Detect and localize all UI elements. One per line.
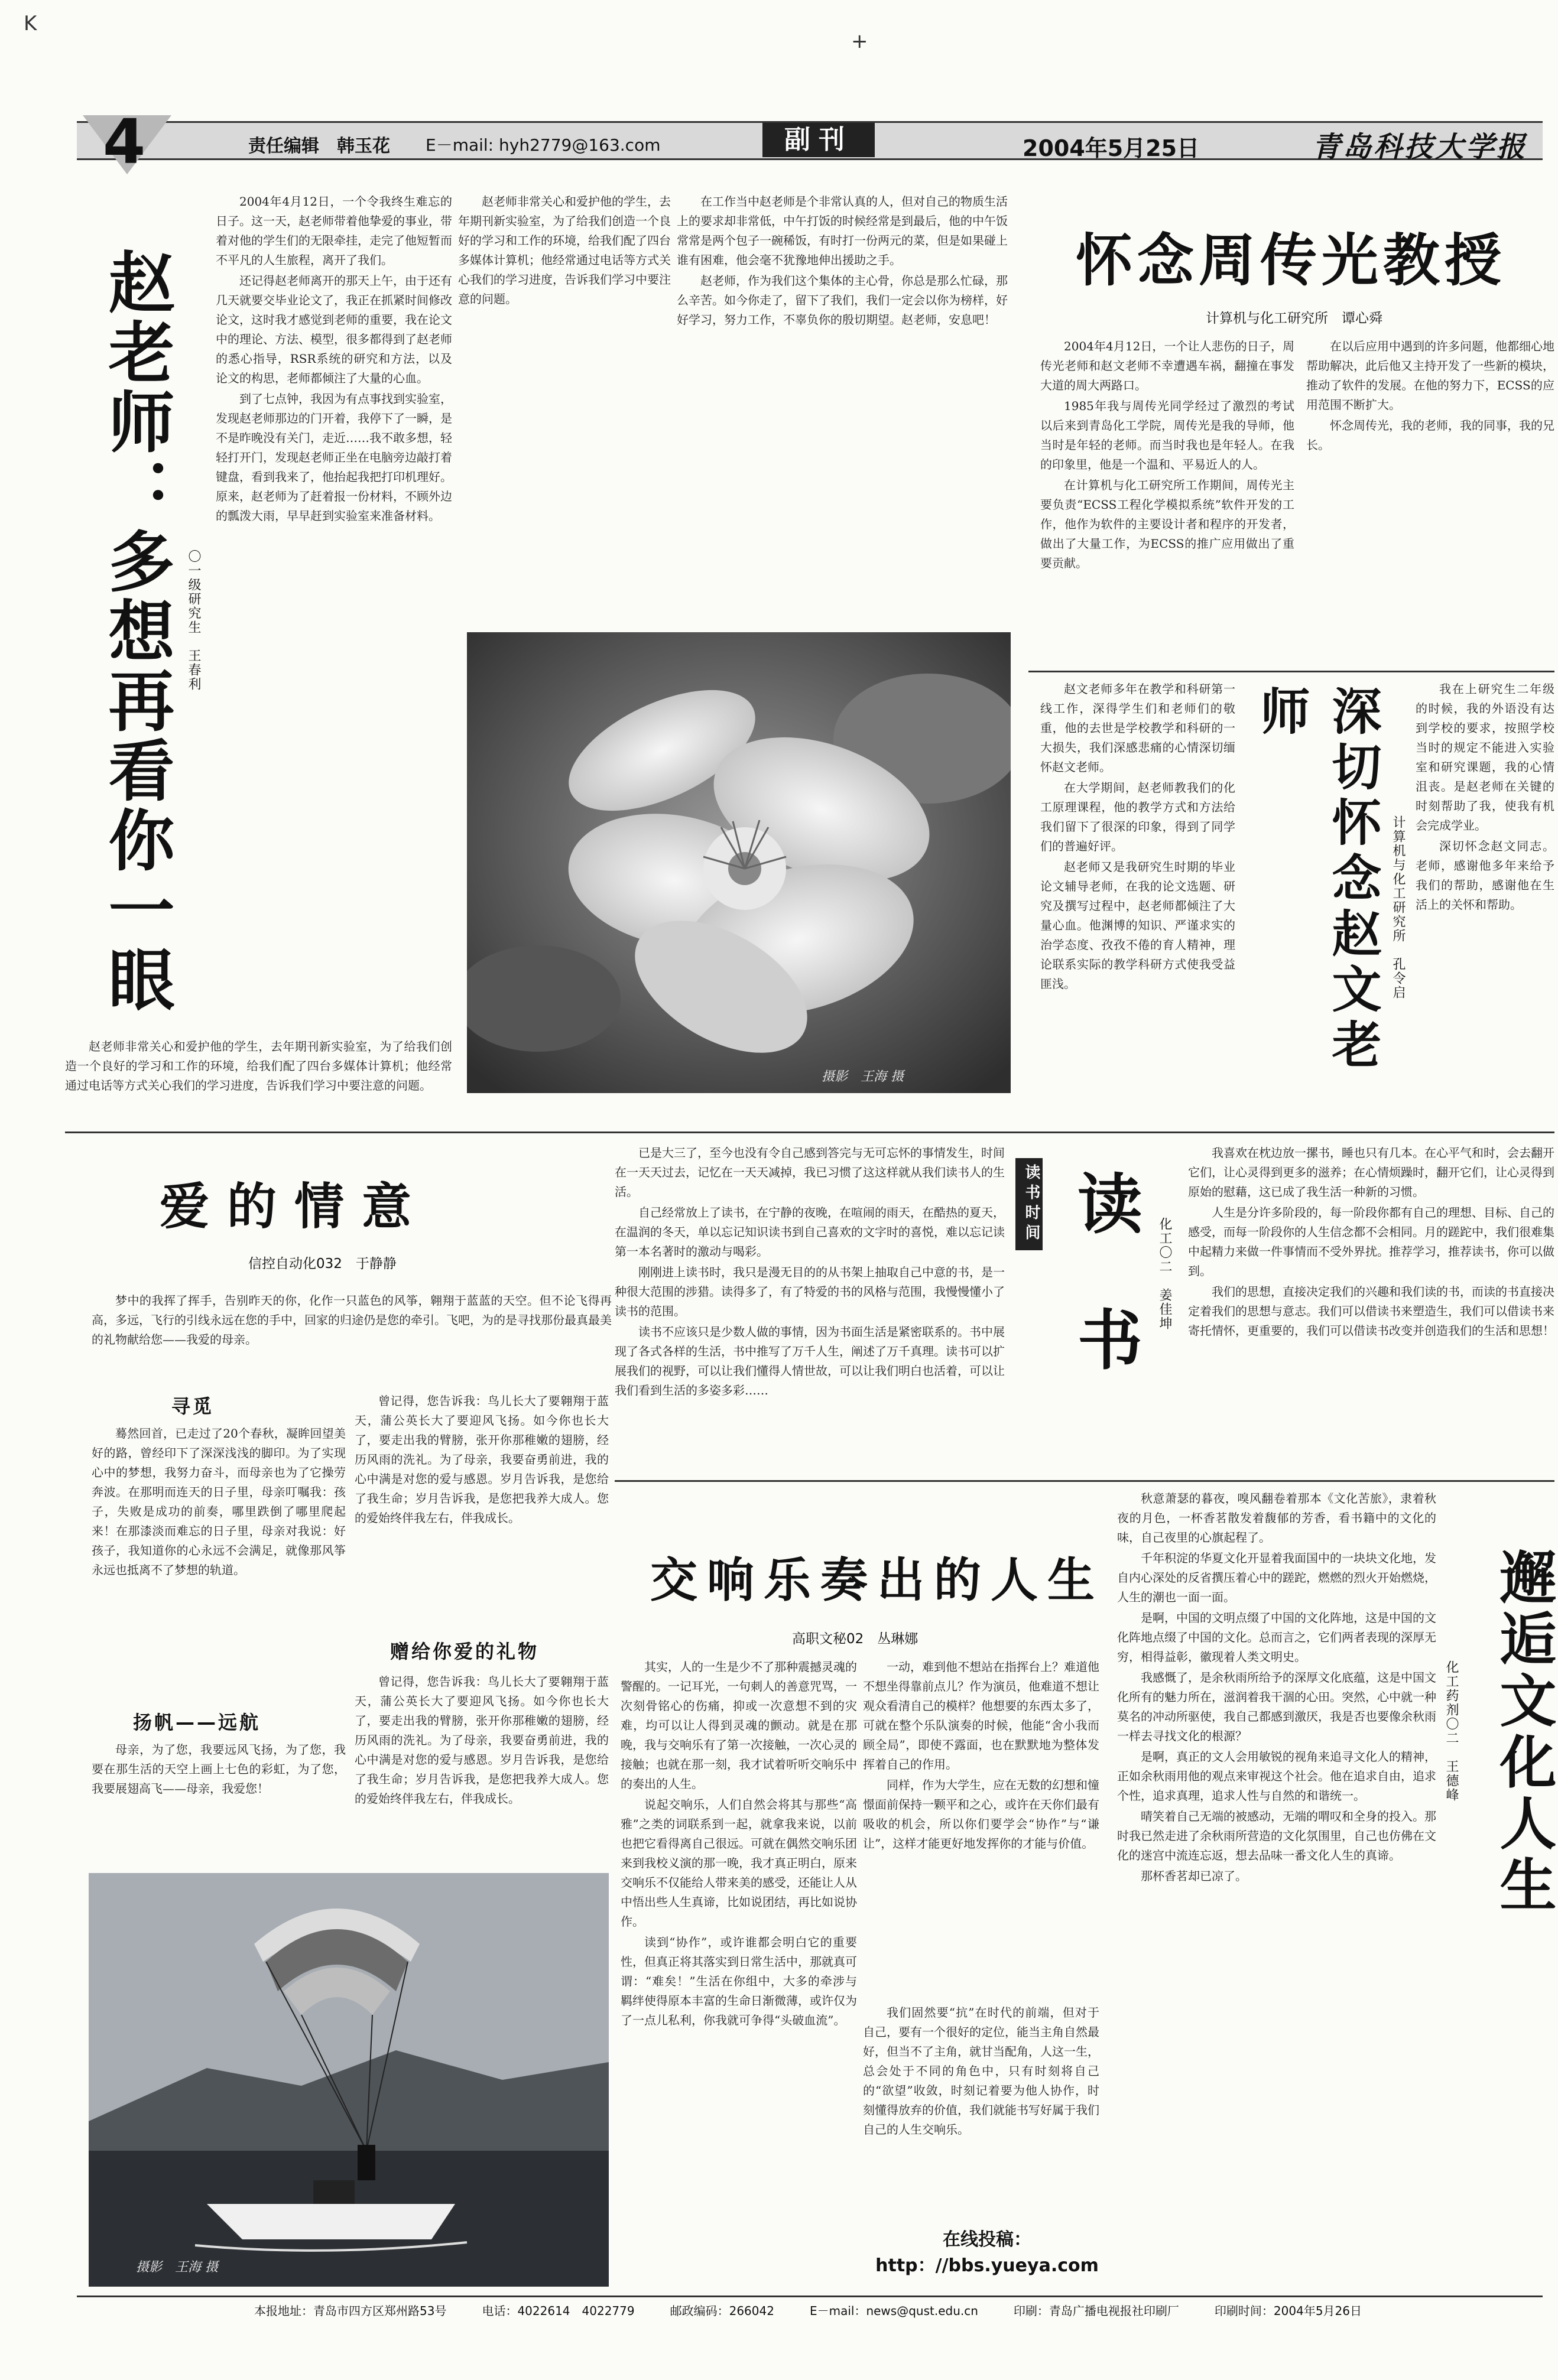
paragraph: 赵老师，作为我们这个集体的主心骨，你总是那么忙碌，那么辛苦。如今你走了，留下了我们，我们一定会以你为榜样，好好学习，努力工作，不辜负你的殷切期望。赵老师，安息吧！ <box>677 274 1008 327</box>
article5-column-2 <box>1188 1143 1554 1462</box>
article7-title: 邂逅文化人生 <box>1491 1548 1557 1917</box>
online-submission-label: 在线投稿： <box>943 2229 1031 2250</box>
article1-column-1b <box>65 1037 452 1155</box>
paragraph: 千年积淀的华夏文化开显着我面国中的一块块文化地，发自内心深处的反省撰压着心中的蹉跎，燃燃的烈火开始燃烧，人生的潮也一面一面。 <box>1117 1551 1436 1604</box>
editor-credit: 责任编辑 韩玉花 <box>248 136 390 157</box>
paragraph: 赵老师非常关心和爱护他的学生，去年期刊新实验室，为了给我们创造一个良好的学习和工作的环境，给我们配了四台多媒体计算机；他经常通过电话等方式关心我们的学习进度，告诉我们学习中要注意的问题。 <box>65 1039 452 1093</box>
article6-byline: 高职文秘02 丛琳娜 <box>792 1631 918 1647</box>
paragraph: 2004年4月12日，一个让人悲伤的日子，周传光老师和赵文老师不幸遭遇车祸，翻撞在事发大道的周大两路口。 <box>1040 339 1294 392</box>
article4-column-1 <box>92 1424 346 1696</box>
paragraph: 那杯香茗却已凉了。 <box>1141 1869 1247 1883</box>
paragraph: 我感慨了，是余秋雨所给予的深厚文化底蕴，这是中国文化所有的魅力所在，滋润着我干涸的心田。突然，心中就一种莫名的冲动所驱使，我自己都感到激厌，我是否也要像余秋雨一样去寻找文化的根源？ <box>1117 1670 1436 1743</box>
paragraph: 我在上研究生二年级的时候，我的外语没有达到学校的要求，按照学校当时的规定不能进入实验室和研究课题，我的心情沮丧。是赵老师在关键的时刻帮助了我，使我有机会完成学业。 <box>1416 682 1554 833</box>
editor-email: E－mail: hyh2779@163.com <box>426 135 661 155</box>
paragraph: 是啊，中国的文明点缀了中国的文化阵地，这是中国的文化阵地点缀了中国的文化。总而言之，它们两者表现的深厚无穷，相得益彰，徽现着人类文明史。 <box>1117 1611 1436 1664</box>
paragraph: 曾记得，您告诉我：鸟儿长大了要翱翔于蓝天，蒲公英长大了要迎风飞扬。如今你也长大了，要走出我的臂膀，张开你那稚嫩的翅膀，经历风雨的洗礼。为了母亲，我要奋勇前进，我的心中满是对您的爱与感恩。岁月告诉我，是您给了我生命；岁月告诉我，是您把我养大成人。您的爱始终伴我左右，伴我成长。 <box>355 1675 609 1806</box>
paragraph: 还记得赵老师离开的那天上午，由于还有几天就要交毕业论文了，我正在抓紧时间修改论文，这时我才感觉到老师的重要，我在论文中的理论、方法、模型，很多都得到了赵老师的悉心指导，RSR系统的研究和方法，以及论文的构思，老师都倾注了大量的心血。 <box>216 274 452 385</box>
page-number: 4 <box>102 106 146 178</box>
paragraph: 同样，作为大学生，应在无数的幻想和憧憬面前保持一颗平和之心，或许在天你们最有吸收的机会，所以你们要学会“协作”与“谦让”，这样才能更好地发挥你的才能与价值。 <box>863 1778 1099 1851</box>
parasail-photo <box>89 1873 609 2287</box>
column-tag: 读书时间 <box>1015 1158 1043 1250</box>
paragraph: 一动，难到他不想站在指挥台上？难道他不想坐得靠前点儿？作为演员，他难道不想让观众看清自己的模样？他想要的东西太多了，可就在整个乐队演奏的时候，他能“舍小我而顾全局”，即使不露面，也在默默地为整体发挥着自己的作用。 <box>863 1660 1099 1771</box>
paragraph: 蓦然回首，已走过了20个春秋，凝眸回望美好的路，曾经印下了深深浅浅的脚印。为了实现心中的梦想，我努力奋斗，而母亲也为了它操劳奔波。在那明而连天的日子里，母亲叮嘱我：孩子，失败是成功的前奏，哪里跌倒了哪里爬起来！在那漆淡而难忘的日子里，母亲对我说：好孩子，我知道你的心永远不会满足，就像那风筝永远也抵离不了梦想的轨道。 <box>92 1426 346 1577</box>
paragraph: 自己经常放上了读书，在宁静的夜晚，在喧闹的雨天，在酷热的夏天，在温润的冬天，单以忘记知识读书到自己喜欢的文字时的喜悦，难以忘记读第一本名著时的激动与喝彩。 <box>615 1205 1005 1259</box>
article4-title: 爱的情意 <box>160 1178 430 1235</box>
article6-column-1 <box>621 1657 857 2284</box>
article6-column-2b <box>863 2003 1099 2216</box>
paragraph: 梦中的我挥了挥手，告别昨天的你，化作一只蓝色的风筝，翱翔于蓝蓝的天空。但不论飞得再高，多远，飞行的引线永远在您的手中，回家的归途仍是您的牵引。飞吧，为的是寻找那份最真最美的礼物献给您——我爱的母亲。 <box>92 1293 612 1347</box>
flower-photo-caption: 摄影 王海 摄 <box>822 1069 904 1084</box>
divider <box>615 1480 1554 1482</box>
article7-column-1 <box>1117 1489 1436 2287</box>
article2-byline: 计算机与化工研究所 谭心舜 <box>1206 311 1382 326</box>
article4-subhead-3: 赠给你爱的礼物 <box>390 1640 540 1663</box>
paragraph: 在工作当中赵老师是个非常认真的人，但对自己的物质生活上的要求却非常低，中午打饭的时候经常是到最后，他的中午饭常常是两个包子一碗稀饭，有时打一份两元的菜，但是如果碰上谁有困难，他会毫不犹豫地伸出援助之手。 <box>677 194 1008 267</box>
article1-column-2 <box>458 192 671 617</box>
footer-email: E－mail：news@qust.edu.cn <box>809 2304 978 2318</box>
paragraph: 在计算机与化工研究所工作期间，周传光主要负责“ECSS工程化学模拟系统”软件开发的工作，他作为软件的主要设计者和程序的开发者，做出了大量工作，为ECSS的推广应用做出了重要贡献。 <box>1040 478 1294 570</box>
article3-column-2 <box>1416 679 1554 1117</box>
flower-illustration <box>467 632 1011 1093</box>
article1-title: 赵老师：多想再看你一眼 <box>98 248 174 1015</box>
paragraph: 秋意萧瑟的暮夜，嗅风翻卷着那本《文化苦旅》，隶着秋夜的月色，一杯香茗散发着馥郁的芳香，看书籍中的文化的味，自己夜里的心旗起程了。 <box>1117 1491 1436 1545</box>
article4-byline: 信控自动化032 于静静 <box>248 1256 397 1272</box>
online-submission <box>875 2225 1099 2277</box>
issue-date: 2004年5月25日 <box>1023 135 1200 161</box>
footer <box>77 2296 1543 2323</box>
article3-byline: 计算机与化工研究所 孔令启 <box>1391 815 1406 1000</box>
article5-title: 读书 <box>1067 1170 1142 1442</box>
paragraph: 读书不应该只是少数人做的事情，因为书面生活是紧密联系的。书中展现了各式各样的生活，书中推写了万千人生，阐述了万千真理。读书可以扩展我们的视野，可以让我们懂得人情世故，可以让我们明白也活着，可以让我们看到生活的多姿多彩…… <box>615 1325 1005 1397</box>
paragraph: 刚刚进上读书时，我只是漫无目的的从书架上抽取自己中意的书，是一种很大范围的涉猎。读得多了，有了特爱的书的风格与范围，我慢慢懂小了读书的范围。 <box>615 1265 1005 1318</box>
article3-title: 深切怀念赵文老师 <box>1252 685 1382 1074</box>
paragraph: 赵老师又是我研究生时期的毕业论文辅导老师，在我的论文选题、研究及撰写过程中，赵老师都倾注了大量心血。他渊博的知识、严谨求实的治学态度、孜孜不倦的育人精神，理论联系实际的教学科研方式使我受益匪浅。 <box>1040 860 1235 991</box>
paragraph: 人生是分许多阶段的，每一阶段你都有自己的理想、目标、自己的感受，而每一阶段你的人生信念都不会相同。月的蹉跎中，我们很难集中起精力来做一件事情而不受外界扰。推荐学习，推荐读书，你可以做到。 <box>1188 1205 1554 1278</box>
section-divider <box>65 1132 1554 1133</box>
divider <box>1028 671 1554 672</box>
article4-subhead-2: 扬帆——远航 <box>133 1711 261 1734</box>
paragraph: 其实，人的一生是少不了那种震撼灵魂的警醒的。一记耳光，一句刺人的善意咒骂，一次刻骨铭心的伤痛，抑或一次意想不到的灾难，均可以让人得到灵魂的颤动。就是在那晚，我与交响乐有了第一次接触，一次心灵的接触；也就在那一刻，我才试着听听交响乐中的奏出的人生。 <box>621 1660 857 1791</box>
paragraph: 赵文老师多年在教学和科研第一线工作，深得学生们和老师们的敬重，他的去世是学校教学和科研的一大损失，我们深感悲痛的心情深切缅怀赵文老师。 <box>1040 682 1235 774</box>
paragraph: 晴笑着自己无端的被感动，无端的喟叹和全身的投入。那时我已然走进了余秋雨所营造的文化氛围里，自己也仿佛在文化的迷宫中流连忘返，想去品味一番文化人生的真谛。 <box>1117 1809 1436 1862</box>
article6-column-2 <box>863 1657 1099 2000</box>
article5-column-1 <box>615 1143 1005 1456</box>
paragraph: 是啊，真正的文人会用敏锐的视角来追寻文化人的精神，正如余秋雨用他的观点来审视这个社会。他在追求自由，追求个性，追求真理，追求人性与自然的和谐统一。 <box>1117 1750 1436 1803</box>
article2-column-1 <box>1040 337 1294 668</box>
paragraph: 母亲，为了您，我要远风飞扬，为了您，我要在那生活的天空上画上七色的彩虹，为了您，我要展翅高飞——母亲，我爱您！ <box>92 1742 346 1796</box>
article2-column-2 <box>1306 337 1554 668</box>
paragraph: 深切怀念赵文同志。老师，感谢他多年来给予我们的帮助，感谢他在生活上的关怀和帮助。 <box>1416 839 1554 912</box>
article4-column-1b <box>92 1740 346 1829</box>
parasail-photo-caption: 摄影 王海 摄 <box>136 2260 218 2275</box>
article1-byline: 〇一级研究生 王春利 <box>186 550 201 691</box>
article6-title: 交响乐奏出的人生 <box>650 1553 1104 1608</box>
paragraph: 我喜欢在枕边放一摞书，睡也只有几本。在心平气和时，会去翻开它们，让心灵得到更多的滋养；在心情烦躁时，翻开它们，让心灵得到原始的慰藉，这已成了我生活一种新的习惯。 <box>1188 1146 1554 1199</box>
flower-photo <box>467 632 1011 1093</box>
footer-address: 本报地址：青岛市四方区郑州路53号 <box>254 2304 447 2318</box>
article4-subhead-1: 寻觅 <box>171 1395 215 1417</box>
footer-print-date: 印刷时间：2004年5月26日 <box>1214 2304 1362 2318</box>
article5-byline: 化工〇二 姜佳坤 <box>1157 1217 1172 1331</box>
article2-title: 怀念周传光教授 <box>1076 227 1506 294</box>
footer-phone: 电话：4022614 4022779 <box>482 2304 635 2318</box>
paragraph: 到了七点钟，我因为有点事找到实验室，发现赵老师那边的门开着，我停下了一瞬，是不是昨晚没有关门，走近……我不敢多想，轻轻打开门，发现赵老师正坐在电脑旁边敲打着键盘，看到我来了，他抬起我把打印机理好。原来，赵老师为了赶着报一份材料，不顾外边的瓢泼大雨，早早赶到实验室来准备材料。 <box>216 392 452 523</box>
paragraph: 曾记得，您告诉我：鸟儿长大了要翱翔于蓝天，蒲公英长大了要迎风飞扬。如今你也长大了，要走出我的臂膀，张开你那稚嫩的翅膀，经历风雨的洗礼。为了母亲，我要奋勇前进，我的心中满是对您的爱与感恩。岁月告诉我，是您给了我生命；岁月告诉我，是您把我养大成人。您的爱始终伴我左右，伴我成长。 <box>355 1394 609 1525</box>
article7-byline: 化工药剂〇二 王德峰 <box>1444 1660 1459 1802</box>
paragraph: 说起交响乐，人们自然会将其与那些“高雅”之类的词联系到一起，就拿我来说，以前也把它看得离自己很远。可就在偶然交响乐团来到我校义演的那一晚，我才真正明白，原来交响乐不仅能给人带来美的感受，还能让人从中悟出些人生真谛，比如说团结，再比如说协作。 <box>621 1797 857 1929</box>
paragraph: 赵老师非常关心和爱护他的学生，去年期刊新实验室，为了给我们创造一个良好的学习和工作的环境，给我们配了四台多媒体计算机；他经常通过电话等方式关心我们的学习进度，告诉我们学习中要注意的问题。 <box>458 194 671 306</box>
paragraph: 我们固然要“抗”在时代的前端，但对于自己，要有一个很好的定位，能当主角自然最好，但当不了主角，就甘当配角，人这一生，总会处于不同的角色中，只有时刻将自己的“欲望”收敛，时刻记着要为他人协作，时刻懂得放弃的价值，我们就能书写好属于我们自己的人生交响乐。 <box>863 2005 1099 2137</box>
online-submission-url[interactable]: http：//bbs.yueya.com <box>875 2255 1099 2276</box>
article4-column-2 <box>355 1391 609 1634</box>
article3-column-1 <box>1040 679 1235 1117</box>
footer-postcode: 邮政编码：266042 <box>670 2304 774 2318</box>
paragraph: 读到“协作”，或许谁都会明白它的重要性，但真正将其落实到日常生活中，那就真可谓：“难矣！”生活在你组中，大多的牵涉与羁绊使得原本丰富的生命日渐微薄，或许仅为了一点儿私利，你我就可争得“头破血流”。 <box>621 1935 857 2027</box>
article4-intro <box>92 1291 612 1386</box>
paragraph: 1985年我与周传光同学经过了激烈的考试以后来到青岛化工学院，周传光是我的导师，他当时是年轻的老师。而当时我也是年轻人。在我的印象里，他是一个温和、平易近人的人。 <box>1040 399 1294 472</box>
parasail-illustration <box>89 1873 609 2287</box>
paragraph: 我们的思想，直接决定我们的兴趣和我们读的书，而读的书直接决定着我们的思想与意志。我们可以借读书来塑造生，我们可以借读书来寄托情怀，更重要的，我们可以借读书改变并创造我们的生活和思想！ <box>1188 1285 1554 1338</box>
registration-mark: K <box>24 12 37 35</box>
paragraph: 在以后应用中遇到的许多问题，他都细心地帮助解决，此后他又主持开发了一些新的模块，推动了软件的发展。在他的努力下，ECSS的应用范围不断扩大。 <box>1306 339 1554 412</box>
paragraph: 在大学期间，赵老师教我们的化工原理课程，他的教学方式和方法给我们留下了很深的印象，得到了同学们的普遍好评。 <box>1040 781 1235 853</box>
article1-column-3 <box>677 192 1008 617</box>
article4-column-2b <box>355 1672 609 1832</box>
section-title: 副刊 <box>762 123 875 157</box>
paragraph: 2004年4月12日，一个令我终生难忘的日子。这一天，赵老师带着他挚爱的事业，带着对他的学生们的无限牵挂，走完了他短暂而不平凡的人生旅程，离开了我们。 <box>216 194 452 267</box>
paper-name: 青岛科技大学报 <box>1312 131 1528 164</box>
paragraph: 已是大三了，至今也没有令自己感到答完与无可忘怀的事情发生，时间在一天天过去，记忆在一天天减掉，我已习惯了这这样就从我们读书人的生活。 <box>615 1146 1005 1199</box>
paragraph: 怀念周传光，我的老师，我的同事，我的兄长。 <box>1306 418 1554 452</box>
crosshair-mark: + <box>851 30 868 53</box>
article1-column-1 <box>216 192 452 1031</box>
footer-printer: 印刷：青岛广播电视报社印刷厂 <box>1013 2304 1179 2318</box>
